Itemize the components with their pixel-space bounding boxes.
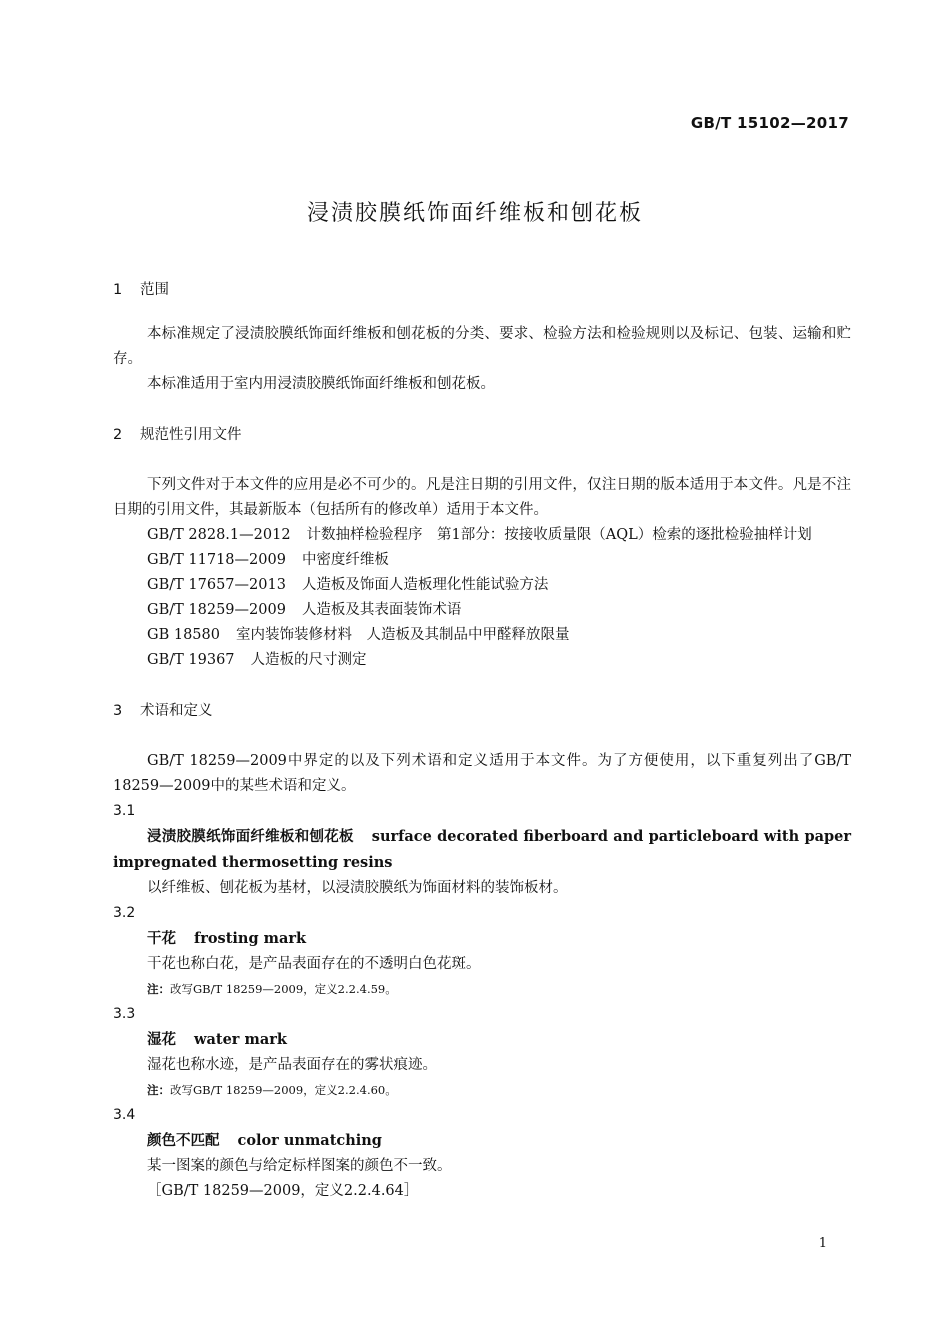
reference-item [113, 573, 851, 598]
term-english: color unmatching [237, 1132, 382, 1149]
term-chinese: 浸渍胶膜纸饰面纤维板和刨花板 [147, 829, 354, 845]
reference-code: GB/T 17657—2013 [147, 577, 286, 593]
section-number: 1 [113, 282, 123, 298]
note-text: 改写GB/T 18259—2009，定义2.2.4.60。 [170, 1083, 397, 1097]
reference-code: GB 18580 [147, 627, 220, 643]
term-chinese: 颜色不匹配 [147, 1133, 220, 1149]
term-source: ［GB/T 18259—2009，定义2.2.4.64］ [147, 1183, 419, 1199]
page-number: 1 [818, 1236, 827, 1251]
reference-title: 计数抽样检验程序 第1部分：按接收质量限（AQL）检索的逐批检验抽样计划 [306, 527, 812, 543]
normative-intro: 下列文件对于本文件的应用是必不可少的。凡是注日期的引用文件，仅注日期的版本适用于本文件。凡是不注日期的引用文件，其最新版本（包括所有的修改单）适用于本文件。 [113, 477, 851, 518]
note-text: 改写GB/T 18259—2009，定义2.2.4.59。 [170, 982, 397, 996]
reference-title: 人造板的尺寸测定 [250, 652, 367, 668]
section-number: 3 [113, 703, 123, 719]
document-title: 浸渍胶膜纸饰面纤维板和刨花板 [306, 201, 643, 226]
term-english: surface decorated fiberboard and particleboard with paper impregnated thermosetting resins [113, 828, 851, 871]
term-chinese: 湿花 [147, 1032, 176, 1048]
term-number: 3.1 [113, 803, 136, 819]
reference-code: GB/T 18259—2009 [147, 602, 286, 618]
note-label: 注： [147, 982, 170, 996]
term-chinese: 干花 [147, 931, 176, 947]
note-label: 注： [147, 1083, 170, 1097]
section-heading-terms [113, 699, 851, 723]
reference-code: GB/T 11718—2009 [147, 552, 286, 568]
term-english: frosting mark [194, 930, 307, 947]
term-number: 3.4 [113, 1107, 136, 1123]
scope-paragraph-2: 本标准适用于室内用浸渍胶膜纸饰面纤维板和刨花板。 [147, 376, 495, 392]
term-definition: 干花也称白花，是产品表面存在的不透明白色花斑。 [147, 956, 481, 972]
term-number: 3.2 [113, 905, 136, 921]
term-note [113, 1078, 851, 1103]
standard-code: GB/T 15102—2017 [690, 114, 849, 132]
term-heading [113, 824, 851, 876]
reference-title: 人造板及饰面人造板理化性能试验方法 [301, 577, 549, 593]
section-title: 范围 [140, 282, 169, 298]
section-title: 术语和定义 [140, 703, 213, 719]
term-heading [113, 1128, 851, 1154]
reference-code: GB/T 2828.1—2012 [147, 527, 291, 543]
reference-item [113, 548, 851, 573]
scope-paragraph-1: 本标准规定了浸渍胶膜纸饰面纤维板和刨花板的分类、要求、检验方法和检验规则以及标记、包装、运输和贮存。 [113, 326, 851, 367]
reference-title: 室内装饰装修材料 人造板及其制品中甲醛释放限量 [235, 627, 570, 643]
section-number: 2 [113, 427, 123, 443]
term-english: water mark [194, 1031, 287, 1048]
terms-intro: GB/T 18259—2009中界定的以及下列术语和定义适用于本文件。为了方便使用，以下重复列出了GB/T 18259—2009中的某些术语和定义。 [113, 753, 851, 794]
reference-title: 中密度纤维板 [301, 552, 389, 568]
term-number: 3.3 [113, 1006, 136, 1022]
section-heading-normative [113, 423, 851, 447]
reference-code: GB/T 19367 [147, 652, 235, 668]
reference-item [113, 648, 851, 673]
term-definition: 以纤维板、刨花板为基材，以浸渍胶膜纸为饰面材料的装饰板材。 [147, 880, 568, 896]
term-definition: 某一图案的颜色与给定标样图案的颜色不一致。 [147, 1158, 452, 1174]
section-title: 规范性引用文件 [140, 427, 242, 443]
document-body [113, 278, 851, 1204]
term-definition: 湿花也称水迹，是产品表面存在的雾状痕迹。 [147, 1057, 437, 1073]
reference-item [113, 623, 851, 648]
reference-item [113, 598, 851, 623]
section-heading-scope [113, 278, 851, 302]
term-note [113, 977, 851, 1002]
reference-title: 人造板及其表面装饰术语 [301, 602, 462, 618]
term-heading [113, 926, 851, 952]
term-heading [113, 1027, 851, 1053]
reference-item [113, 523, 851, 548]
